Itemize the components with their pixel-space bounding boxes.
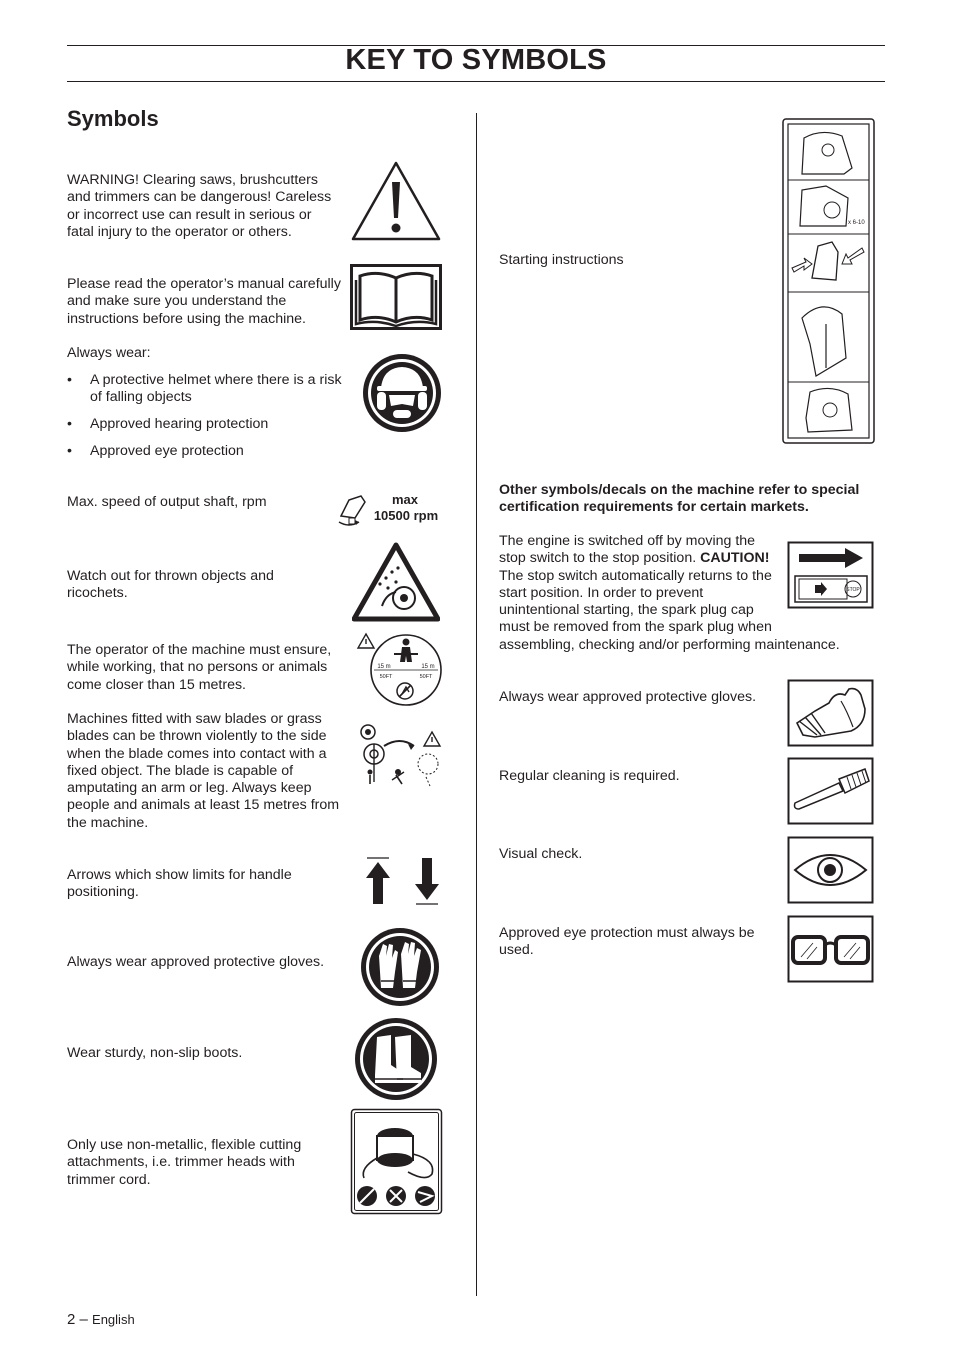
stop-text-line-7: assembling, checking and/or performing maintenance. (499, 636, 840, 653)
helmet-hearing-eye-protection-icon (361, 352, 443, 434)
cleaning-text: Regular cleaning is required. (499, 768, 680, 784)
stop-text-line-5: unintentional starting, the spark plug cap (499, 602, 754, 619)
blade-thrust-icon (356, 722, 444, 788)
bullet: • (67, 372, 72, 388)
warning-text: WARNING! Clearing saws, brushcutters and trimmers can be dangerous! Careless or incorrect use can result in serious or fatal injury to the operator or others. (67, 172, 332, 240)
stop-switch-icon (787, 541, 874, 609)
warning-triangle-icon (350, 160, 442, 242)
visual-check-text: Visual check. (499, 846, 583, 862)
page-number: 2 – (67, 1311, 88, 1328)
eye-visual-check-icon (787, 836, 874, 904)
handle-limit-arrows-icon (362, 856, 442, 906)
page-title: KEY TO SYMBOLS (345, 44, 607, 76)
starting-decal-label: x 6-10 (848, 220, 865, 226)
protective-glove-icon (787, 679, 874, 747)
distance-icon-ft-left: 50FT (379, 674, 393, 680)
stop-text-line-6: must be removed from the spark plug when (499, 619, 772, 636)
protective-gloves-icon (359, 926, 441, 1008)
stop-text-line-4: start position. In order to prevent (499, 584, 704, 601)
safety-distance-text: The operator of the machine must ensure, while working, that no persons or animals come closer than 15 metres. (67, 642, 332, 693)
non-slip-boots-icon (351, 1017, 441, 1101)
safety-distance-icon (352, 632, 444, 710)
thrown-objects-text: Watch out for thrown objects and ricochets. (67, 568, 274, 602)
thrown-objects-warning-icon (352, 542, 440, 622)
column-divider (476, 113, 477, 1296)
stop-text-line-2: stop switch to the stop position. CAUTION! (499, 550, 770, 567)
boots-text: Wear sturdy, non-slip boots. (67, 1045, 243, 1061)
header-bottom-rule (67, 81, 885, 82)
blade-thrust-text: Machines fitted with saw blades or grass blades can be thrown violently to the side when the blade comes into contact with a fixed object. The blade is capable of amputating an arm or leg. Always keep people and animals at least 15 metres from the machine. (67, 711, 340, 831)
output-shaft-speed-icon (335, 488, 445, 530)
handle-limits-text: Arrows which show limits for handle positioning. (67, 867, 292, 901)
footer-language: English (92, 1312, 135, 1327)
stop-text-line-1: The engine is switched off by moving the (499, 533, 756, 549)
trimmer-head-icon (350, 1108, 443, 1215)
manual-text: Please read the operator’s manual carefully and make sure you understand the instructions before using the machine. (67, 276, 341, 327)
bullet: • (67, 443, 72, 459)
cleaning-brush-icon (787, 757, 874, 825)
max-speed-text: Max. speed of output shaft, rpm (67, 494, 267, 510)
starting-instructions-text: Starting instructions (499, 252, 624, 268)
max-speed-icon-label-1: max (391, 492, 419, 507)
distance-icon-m-right: 15 m (421, 664, 435, 670)
operator-manual-book-icon (350, 264, 442, 330)
gloves-text-left: Always wear approved protective gloves. (67, 954, 325, 970)
bullet: • (67, 416, 72, 432)
distance-icon-m-left: 15 m (377, 664, 391, 670)
page-footer (67, 1311, 135, 1328)
distance-icon-ft-right: 50FT (419, 674, 433, 680)
always-wear-label: Always wear: (67, 345, 151, 361)
eye-protection-text: Approved eye protection must always be used. (499, 925, 755, 959)
eye-protection-glasses-icon (787, 915, 874, 983)
stop-icon-label: STOP (846, 587, 860, 593)
cutting-attachments-text: Only use non-metallic, flexible cutting attachments, i.e. trimmer heads with trimmer cord. (67, 1137, 302, 1188)
section-title: Symbols (67, 106, 159, 131)
starting-instructions-decal-icon (782, 118, 875, 444)
other-symbols-heading: Other symbols/decals on the machine refer to special certification requirements for certain markets. (499, 482, 860, 516)
caution-label: CAUTION! (700, 550, 770, 567)
stop-text-line-3: The stop switch automatically returns to the (499, 567, 772, 584)
gloves-text-right: Always wear approved protective gloves. (499, 689, 757, 705)
max-speed-icon-label-2: 10500 rpm (373, 508, 439, 523)
